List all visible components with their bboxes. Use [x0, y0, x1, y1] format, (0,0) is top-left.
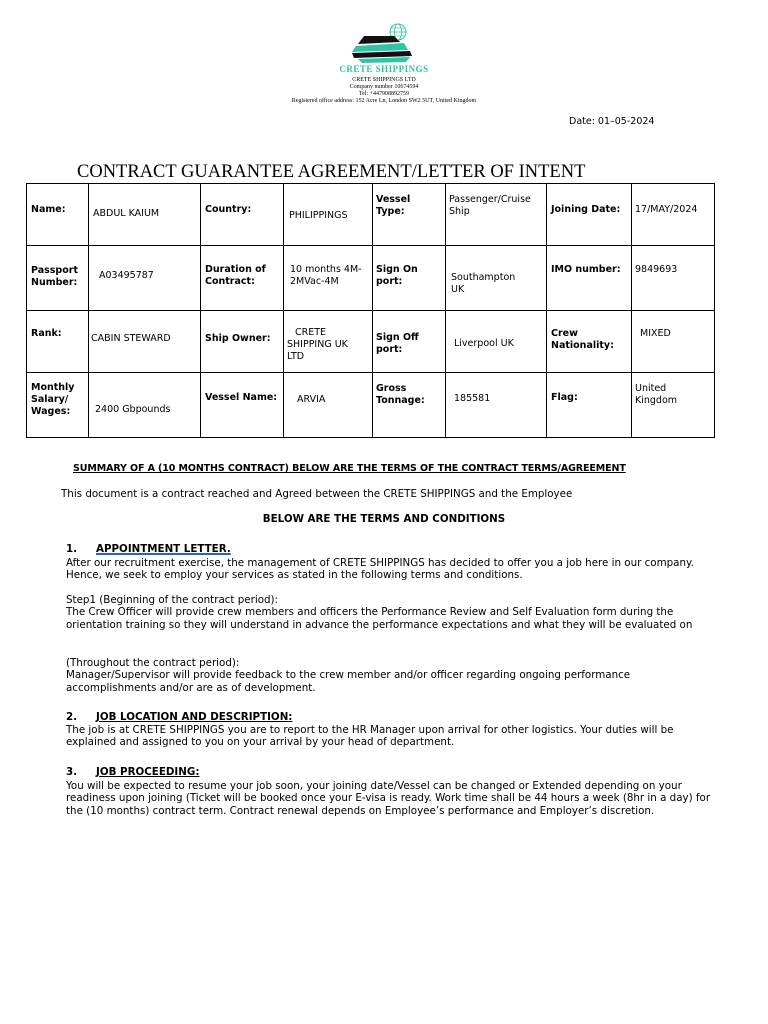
label-monthly-salary: Monthly Salary/ Wages:: [31, 382, 75, 417]
document-date: Date: 01–05-2024: [569, 116, 655, 127]
label-gross-tonnage: Gross Tonnage:: [376, 383, 425, 406]
section-2-title: JOB LOCATION AND DESCRIPTION:: [96, 711, 293, 723]
value-name: ABDUL KAIUM: [93, 208, 160, 219]
label-crew-nationality: Crew Nationality:: [551, 328, 614, 351]
value-sign-off-port: Liverpool UK: [454, 338, 514, 349]
label-ship-owner: Ship Owner:: [205, 333, 271, 344]
section-1-title: APPOINTMENT LETTER.: [96, 543, 231, 555]
label-name: Name:: [31, 204, 66, 215]
section-1-paragraph-3: (Throughout the contract period): Manager/Supervisor will provide feedback to the crew member and/or officer regarding ongoing performance accomplishments and/or are as of development.: [66, 657, 631, 694]
value-ship-owner: CRETE SHIPPING UK LTD: [287, 327, 348, 362]
label-flag: Flag:: [551, 392, 578, 403]
label-sign-off-port: Sign Off port:: [376, 332, 419, 355]
label-rank: Rank:: [31, 328, 62, 339]
value-monthly-salary: 2400 Gbpounds: [95, 404, 171, 415]
value-rank: CABIN STEWARD: [91, 333, 171, 344]
section-3-number: 3.: [66, 766, 78, 778]
value-joining-date: 17/MAY/2024: [635, 204, 698, 215]
label-duration: Duration of Contract:: [205, 264, 266, 287]
value-passport-number: A03495787: [99, 270, 154, 281]
section-1-number: 1.: [66, 543, 78, 555]
section-1-paragraph-1: After our recruitment exercise, the management of CRETE SHIPPINGS has decided to offer you a job here in our company. Hence, we seek to employ your services as stated in the following terms and conditions.: [66, 557, 694, 582]
document-title: CONTRACT GUARANTEE AGREEMENT/LETTER OF INTENT: [77, 162, 586, 182]
section-1-heading: [66, 543, 231, 555]
brand-name: CRETE SHIPPINGS: [339, 64, 429, 74]
ship-globe-logo-icon: [350, 22, 418, 64]
label-passport-number: Passport Number:: [31, 265, 78, 288]
value-duration: 10 months 4M-2MVac-4M: [290, 264, 362, 287]
value-imo-number: 9849693: [635, 264, 678, 275]
company-address: Registered office address: 152 Acre Ln, London SW2 5UT, United Kingdom: [291, 98, 477, 104]
company-number: Company number 10674594: [349, 84, 419, 90]
section-2-number: 2.: [66, 711, 78, 723]
section-3-paragraph-1: You will be expected to resume your job soon, your joining date/Vessel can be changed or Extended depending on your readiness upon joining (Ticket will be booked once your E-visa is ready. Work time shall be 44 hours a week (8hr in a day) for the (10 months) contract term. Contract renewal depends on Employee’s performance and Employer’s discretion.: [66, 780, 711, 817]
value-vessel-name: ARVIA: [297, 394, 326, 405]
value-sign-on-port: Southampton UK: [451, 272, 516, 295]
label-vessel-name: Vessel Name:: [205, 392, 278, 403]
value-gross-tonnage: 185581: [454, 393, 491, 404]
section-2-heading: [66, 711, 292, 723]
summary-heading: SUMMARY OF A (10 MONTHS CONTRACT) BELOW ARE THE TERMS OF THE CONTRACT TERMS/AGREEMENT: [73, 463, 626, 474]
terms-heading: BELOW ARE THE TERMS AND CONDITIONS: [262, 513, 506, 525]
section-2-paragraph-1: The job is at CRETE SHIPPINGS you are to report to the HR Manager upon arrival for other logistics. Your duties will be explained and assigned to you on your arrival by your head of department.: [66, 724, 674, 749]
value-crew-nationality: MIXED: [640, 328, 671, 339]
label-vessel-type: Vessel Type:: [376, 194, 411, 217]
label-country: Country:: [205, 204, 252, 215]
section-3-title: JOB PROCEEDING:: [96, 766, 200, 778]
company-tel: Tel: +447908892759: [358, 91, 410, 97]
intro-text: This document is a contract reached and Agreed between the CRETE SHIPPINGS and the Employee: [61, 488, 573, 500]
label-sign-on-port: Sign On port:: [376, 264, 418, 287]
label-joining-date: Joining Date:: [551, 204, 621, 215]
company-name: CRETE SHIPPINGS LTD: [352, 77, 416, 83]
value-country: PHILIPPINGS: [289, 210, 348, 221]
contract-info-table: [26, 183, 715, 438]
label-imo-number: IMO number:: [551, 264, 621, 275]
value-vessel-type: Passenger/Cruise Ship: [449, 194, 531, 217]
section-3-heading: [66, 766, 199, 778]
section-1-paragraph-2: Step1 (Beginning of the contract period): The Crew Officer will provide crew members and officers the Performance Review and Self Evaluation form during the orientation training so they will understand in advance the performance expectations and what they will be evaluated on: [66, 594, 693, 631]
value-flag: United Kingdom: [635, 383, 678, 406]
